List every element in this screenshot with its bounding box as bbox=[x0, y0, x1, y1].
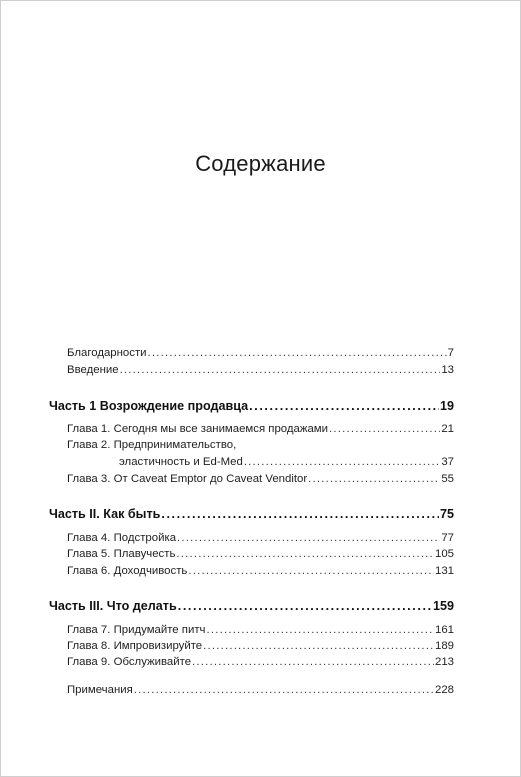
toc-part-2 bbox=[49, 507, 454, 521]
dot-leader bbox=[176, 548, 434, 560]
toc-chapter-1 bbox=[67, 423, 454, 435]
toc-chapter-3 bbox=[67, 473, 454, 485]
toc-chapter-8 bbox=[67, 640, 454, 652]
dot-leader bbox=[203, 640, 434, 652]
toc-page-number: 13 bbox=[441, 364, 454, 376]
toc-part-label: Часть III. Что делать bbox=[49, 599, 177, 613]
toc-chapter-9 bbox=[67, 656, 454, 668]
dot-leader bbox=[308, 473, 440, 485]
toc-page-number: 105 bbox=[434, 548, 454, 560]
dot-leader bbox=[192, 656, 434, 668]
toc-page-number: 77 bbox=[441, 532, 454, 544]
toc-page-number: 55 bbox=[441, 473, 454, 485]
dot-leader bbox=[188, 565, 434, 577]
dot-leader bbox=[249, 399, 439, 413]
toc-page-number: 75 bbox=[439, 507, 454, 521]
toc-page-number: 189 bbox=[434, 640, 454, 652]
toc-entry-label: Примечания bbox=[67, 684, 133, 696]
toc-page-number: 7 bbox=[447, 347, 454, 359]
toc-part-3 bbox=[49, 599, 454, 613]
toc-part-label: Часть 1 Возрождение продавца bbox=[49, 399, 249, 413]
toc-page-number: 131 bbox=[434, 565, 454, 577]
toc-part-label: Часть II. Как быть bbox=[49, 507, 161, 521]
toc-page-number: 21 bbox=[441, 423, 454, 435]
toc-chapter-label: Глава 4. Подстройка bbox=[67, 532, 177, 544]
toc-chapter-5 bbox=[67, 548, 454, 560]
toc-chapter-label: Глава 7. Придумайте питч bbox=[67, 624, 206, 636]
toc-chapter-7 bbox=[67, 624, 454, 636]
toc-chapter-6 bbox=[67, 565, 454, 577]
toc-page-number: 37 bbox=[441, 456, 454, 468]
toc-entry-acknowledgements bbox=[67, 347, 454, 359]
toc-chapter-label: Глава 2. Предпринимательство, bbox=[67, 439, 237, 451]
dot-leader bbox=[148, 347, 447, 359]
toc-page-number: 213 bbox=[434, 656, 454, 668]
toc-entry-introduction bbox=[67, 364, 454, 376]
toc-chapter-label: Глава 6. Доходчивость bbox=[67, 565, 188, 577]
dot-leader bbox=[177, 532, 440, 544]
toc-chapter-label: Глава 5. Плавучесть bbox=[67, 548, 176, 560]
dot-leader bbox=[178, 599, 432, 613]
toc-entry-notes bbox=[67, 684, 454, 696]
toc-page-number: 159 bbox=[432, 599, 454, 613]
page-title: Содержание bbox=[195, 151, 326, 176]
toc-chapter-label: Глава 1. Сегодня мы все занимаемся продажами bbox=[67, 423, 329, 435]
toc-chapter-2-continuation bbox=[119, 456, 454, 468]
dot-leader bbox=[207, 624, 434, 636]
toc-entry-label: Введение bbox=[67, 364, 119, 376]
dot-leader bbox=[120, 364, 441, 376]
toc-chapter-2 bbox=[67, 439, 454, 451]
toc-part-1 bbox=[49, 399, 454, 413]
dot-leader bbox=[244, 456, 441, 468]
toc-chapter-label: Глава 3. От Caveat Emptor до Caveat Venditor bbox=[67, 473, 308, 485]
toc-chapter-label: Глава 9. Обслуживайте bbox=[67, 656, 192, 668]
toc-entry-label: Благодарности bbox=[67, 347, 147, 359]
dot-leader bbox=[134, 684, 434, 696]
dot-leader bbox=[161, 507, 439, 521]
toc-page-number: 19 bbox=[439, 399, 454, 413]
toc-page-number: 161 bbox=[434, 624, 454, 636]
toc-chapter-label-continuation: эластичность и Ed-Med bbox=[119, 456, 243, 468]
toc-chapter-4 bbox=[67, 532, 454, 544]
toc-page-number: 228 bbox=[434, 684, 454, 696]
toc-chapter-label: Глава 8. Импровизируйте bbox=[67, 640, 203, 652]
dot-leader bbox=[329, 423, 440, 435]
